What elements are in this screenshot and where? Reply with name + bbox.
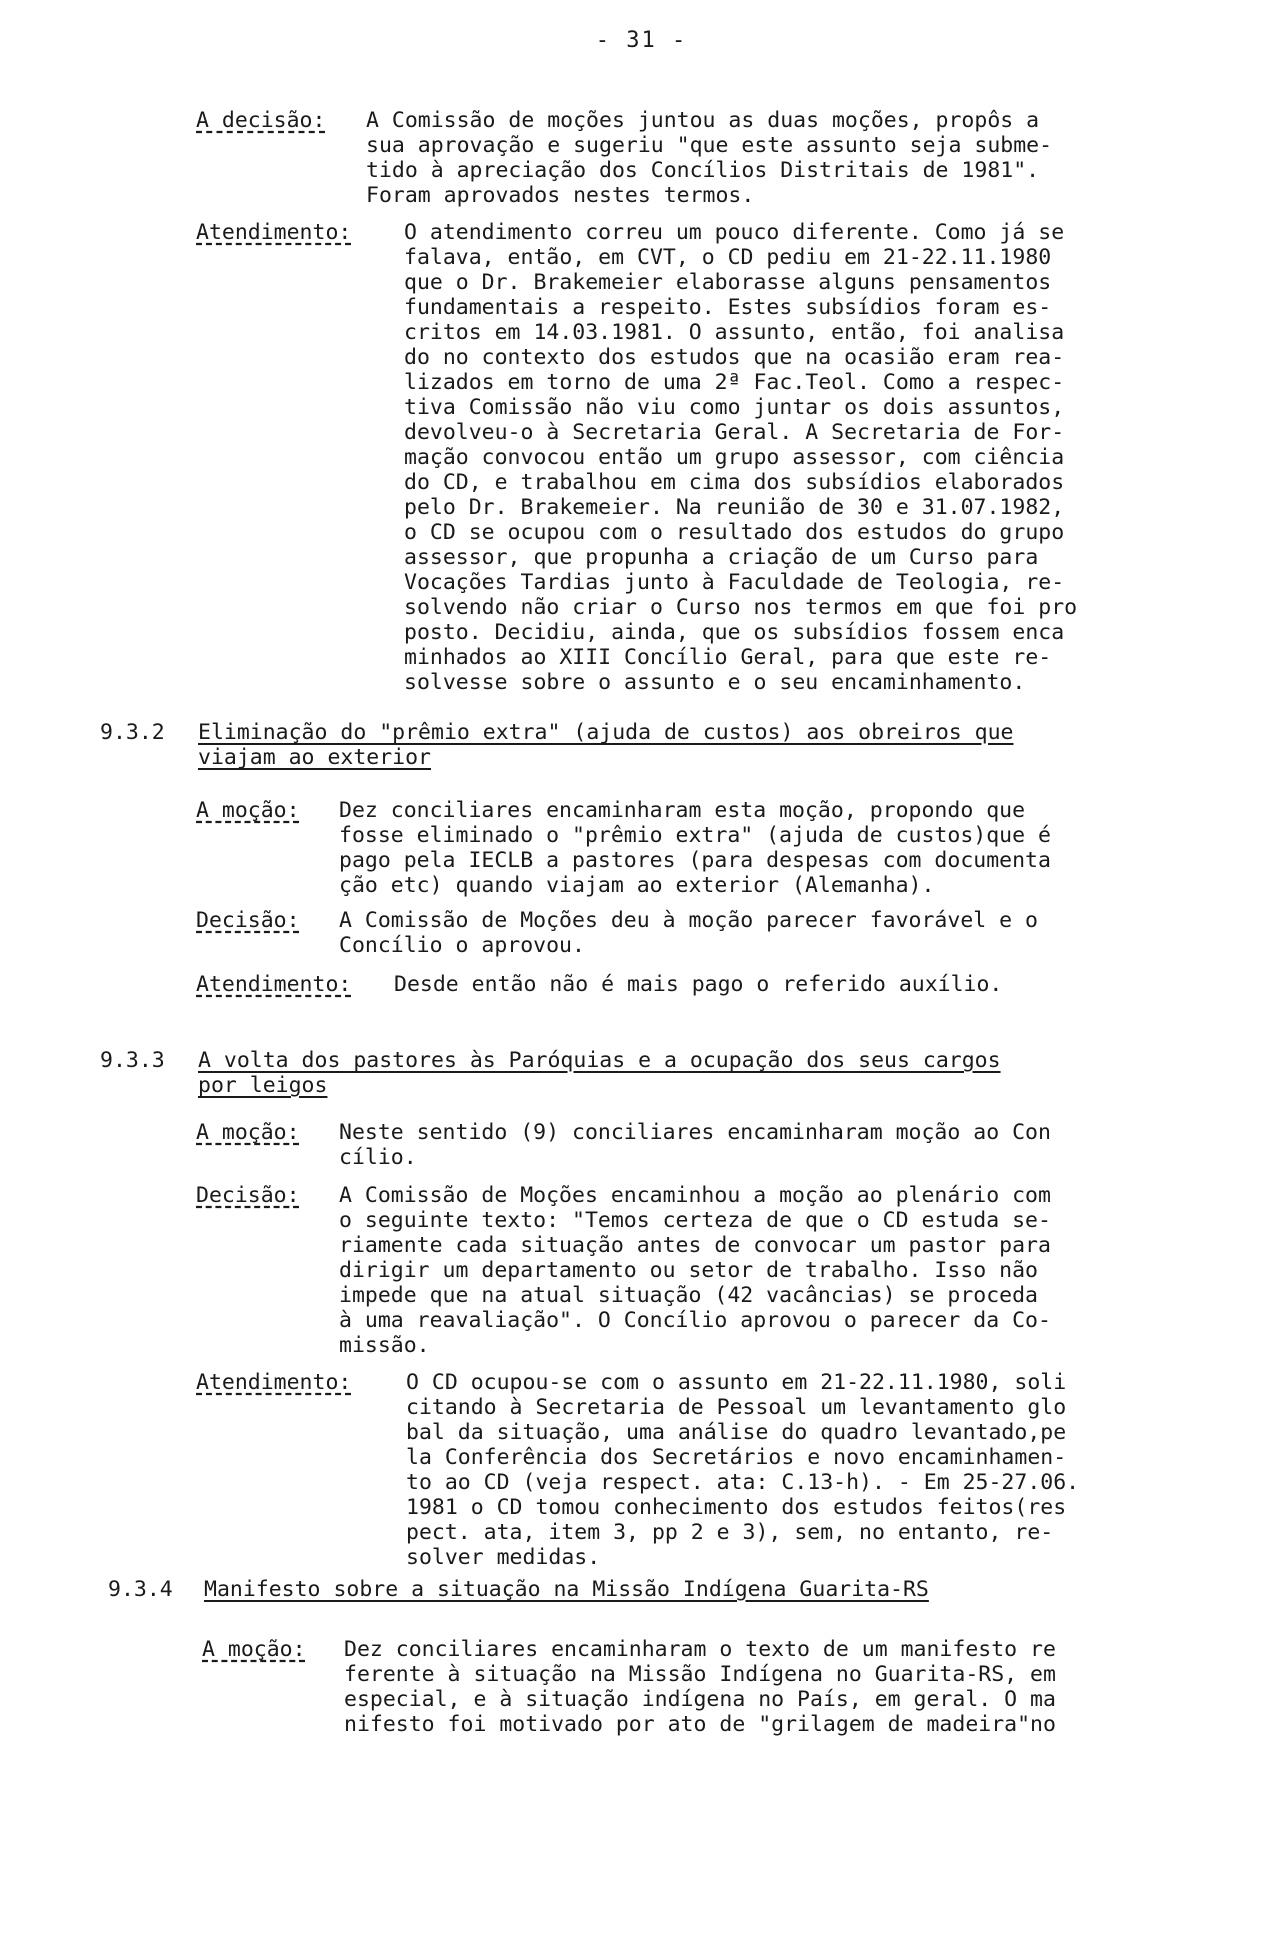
decisao-text: A Comissão de Moções deu à moção parecer favorável e o Concílio o aprovou. [339,908,1038,958]
mocao-label: A moção: [202,1637,306,1662]
atendimento-text: O atendimento correu um pouco diferente. Como já se falava, então, em CVT, o CD pediu em 21-22.11.1980 que o Dr. Brakemeier elaborasse alguns pensamentos fundamentais a respeito. Estes subsídios foram es- critos em 14.03.1981. O assunto, então, foi analisa do no contexto dos estudos que na ocasião eram rea- lizados em torno de uma 2ª Fac.Teol. Como a respec- tiva Comissão não viu como juntar os dois assuntos, devolveu-o à Secretaria Geral. A Secretaria de For- mação convocou então um grupo assessor, com ciência do CD, e trabalhou em cima dos subsídios elaborados pelo Dr. Brakemeier. Na reunião de 30 e 31.07.1982, o CD se ocupou com o resultado dos estudos do grupo assessor, que propunha a criação de um Curso para Vocações Tardias junto à Faculdade de Teologia, re- solvendo não criar o Curso nos termos em que foi pro posto. Decidiu, ainda, que os subsídios fossem enca minhados ao XIII Concílio Geral, para que este re- solvesse sobre o assunto e o seu encaminhamento. [404,220,1078,695]
decisao-label: Decisão: [196,1183,300,1208]
atendimento-label: Atendimento: [196,1370,352,1395]
atendimento-label: Atendimento: [196,972,352,997]
section-title: A volta dos pastores às Paróquias e a ocupação dos seus cargos por leigos [198,1048,1001,1098]
atendimento-label: Atendimento: [196,220,352,245]
atendimento-text: O CD ocupou-se com o assunto em 21-22.11.1980, soli citando à Secretaria de Pessoal um levantamento glo bal da situação, uma análise do quadro levantado,pe la Conferência dos Secretários e novo encaminhamen- to ao CD (veja respect. ata: C.13-h). - Em 25-27.06. 1981 o CD tomou conhecimento dos estudos feitos(res pect. ata, item 3, pp 2 e 3), sem, no entanto, re- solver medidas. [406,1370,1080,1570]
page-number: - 31 - [595,28,688,53]
decisao-entry [196,108,1210,208]
atendimento-text: Desde então não é mais pago o referido auxílio. [394,972,1003,997]
atendimento-entry [196,972,1210,997]
section-number: 9.3.2 [100,720,165,745]
section-number: 9.3.3 [100,1048,165,1073]
mocao-text: Dez conciliares encaminharam esta moção, propondo que fosse eliminado o "prêmio extra" (ajuda de custos)que é pago pela IECLB a pastores (para despesas com documenta ção etc) quando viajam ao exterior (Alemanha). [339,798,1051,898]
mocao-entry [196,798,1210,898]
section-number: 9.3.4 [108,1577,173,1602]
mocao-label: A moção: [196,1120,300,1145]
decisao-label: A decisão: [196,108,326,133]
decisao-entry [196,908,1210,958]
section-title: Eliminação do "prêmio extra" (ajuda de custos) aos obreiros que viajam ao exterior [198,720,1014,770]
mocao-label: A moção: [196,798,300,823]
mocao-entry [202,1637,1210,1737]
decisao-label: Decisão: [196,908,300,933]
mocao-text: Neste sentido (9) conciliares encaminharam moção ao Con cílio. [339,1120,1051,1170]
mocao-entry [196,1120,1210,1170]
decisao-text: A Comissão de moções juntou as duas moções, propôs a sua aprovação e sugeriu "que este assunto seja subme- tido à apreciação dos Concílios Distritais de 1981". Foram aprovados nestes termos. [366,108,1053,208]
atendimento-entry [196,220,1210,695]
mocao-text: Dez conciliares encaminharam o texto de um manifesto re ferente à situação na Missão Indígena no Guarita-RS, em especial, e à situação indígena no País, em geral. O ma nifesto foi motivado por ato de "grilagem de madeira"no [344,1637,1056,1737]
decisao-entry [196,1183,1210,1358]
atendimento-entry [196,1370,1210,1570]
decisao-text: A Comissão de Moções encaminhou a moção ao plenário com o seguinte texto: "Temos certeza de que o CD estuda se- riamente cada situação antes de convocar um pastor para dirigir um departamento ou setor de trabalho. Isso não impede que na atual situação (42 vacâncias) se proceda à uma reavaliação". O Concílio aprovou o parecer da Co- missão. [339,1183,1051,1358]
section-title: Manifesto sobre a situação na Missão Indígena Guarita-RS [204,1577,929,1602]
